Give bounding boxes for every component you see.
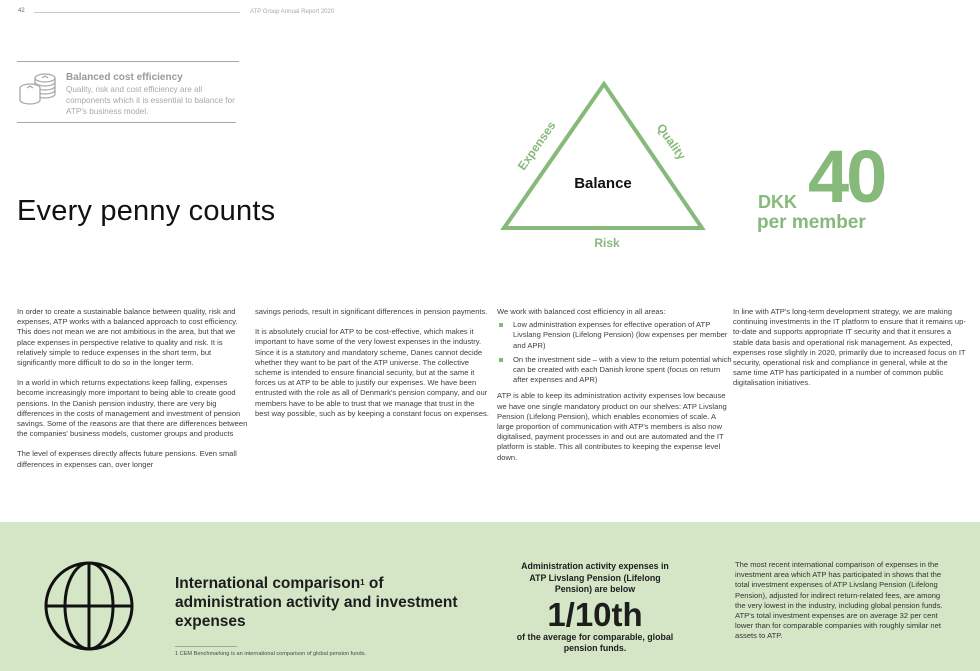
band-title-part1: International comparison (175, 575, 361, 592)
paragraph: In line with ATP's long-term development strategy, we are making continuing investments in the IT platform to ensure that it remains up-to-date and supports appropriate IT security and that it ensures a stable data basis and operational risk management. As expected, expenses rose slightly in 2020, primarily due to increased focus on IT security, operational risk and compliance in general, while at the same time ATP has participated in a number of common public digitalisation initiatives. (733, 307, 966, 388)
band-title (175, 574, 475, 631)
coins-icon (16, 72, 60, 108)
intro-top-divider (17, 61, 239, 62)
triangle-quality-label: Quality (653, 121, 689, 163)
key-figure-unit: per member (757, 212, 866, 233)
paragraph: The level of expenses directly affects future pensions. Even small differences in expenses can, over longer (17, 449, 237, 469)
globe-icon (43, 560, 135, 652)
body-column-2 (255, 307, 490, 429)
triangle-expenses-label: Expenses (514, 118, 559, 173)
intro-bottom-divider (17, 122, 236, 123)
key-figure-currency: DKK (758, 192, 797, 212)
header-divider (34, 12, 240, 13)
key-figure-value: 40 (808, 135, 885, 218)
paragraph: ATP is able to keep its administration activity expenses low because we have one single mandatory product on our shelves: ATP Livslang Pension (Lifelong Pension), which enables economies of scale. A large proportion of communication with ATP's members is also now digitalised, payment processes in and out are automated and the IT platform is stable. This all contributes to keeping the expense level down. (497, 391, 727, 462)
body-column-1 (17, 307, 252, 480)
triangle-risk-label: Risk (594, 236, 620, 250)
bullet-item (497, 355, 732, 386)
paragraph: In a world in which returns expectations keep falling, expenses become increasingly more important to being able to create good pensions. In the Danish pension industry, there are very big differences in the costs of management and investment of pension savings. Some of the reasons are that there are differences between the companies' business models, customer groups and products (17, 378, 248, 439)
intro-text: Quality, risk and cost efficiency are all components which it is essential to balance for ATP's business model. (66, 85, 235, 116)
stat-value: 1/10th (547, 595, 643, 633)
bullet-square-icon (499, 323, 503, 327)
bullet-square-icon (499, 358, 503, 362)
stat-callout (515, 561, 675, 655)
triangle-center-label: Balance (574, 175, 632, 192)
footnote: 1 CEM Benchmarking is an international comparison of global pension funds. (175, 651, 366, 657)
paragraph: savings periods, result in significant differences in pension payments. (255, 307, 488, 316)
bullet-text: Low administration expenses for effective operation of ATP Livslang Pension (Lifelong Pension) (low expenses per member and APR) (513, 320, 728, 350)
band-title-part2: of administration activity and investment expenses (175, 575, 458, 630)
bullet-item (497, 320, 732, 351)
bullet-list (497, 320, 732, 385)
intro-title: Balanced cost efficiency (66, 72, 183, 83)
balance-triangle-diagram (490, 78, 720, 253)
paragraph: It is absolutely crucial for ATP to be cost-effective, which makes it important to have some of the very lowest expenses in the industry. Since it is a statutory and mandatory scheme, Danes cannot decide whether they want to be part of the ATP universe. The collective scheme is intended to ensure financial security, but at the same it forces us at ATP to be able to justify our expenses. We have been entrusted with the role as all of Denmark's pension company, and our members have to be able to trust that we manage that trust in the best way possible, such as by keeping a constant focus on expenses. (255, 327, 489, 418)
bullet-text: On the investment side – with a view to the return potential which can be created with each Danish krone spent (focus on return after expenses and APR) (513, 354, 732, 385)
stat-tail: of the average for comparable, global pension funds. (516, 631, 674, 653)
page-headline: Every penny counts (17, 195, 276, 227)
report-title: ATP Group Annual Report 2020 (250, 9, 335, 15)
stat-lead: Administration activity expenses in ATP Livslang Pension (Lifelong Pension) are below (521, 561, 669, 594)
paragraph: In order to create a sustainable balance between quality, risk and expenses, ATP works with a balanced approach to cost efficiency. This does not mean we are not ambitious in the area, but that we place expenses in perspective relative to quality and risk. It is relatively simple to reduce expenses in the short term, but significantly more difficult to do so in the longer term. (17, 307, 238, 368)
footnote-divider (175, 646, 237, 647)
body-column-3 (497, 307, 732, 473)
paragraph: We work with balanced cost efficiency in all areas: (497, 307, 666, 316)
page-number: 42 (18, 8, 25, 14)
body-column-4 (733, 307, 968, 399)
footnote-marker: 1 (360, 578, 365, 587)
band-text: The most recent international comparison of expenses in the investment area which ATP has participated in shows that the total investment expenses of ATP Livslang Pension (Lifelong Pension), adjusted for indirect return-related fees, are among the very lowest in the industry, including global pension funds. ATP's total investment expenses are on average 32 per cent lower than for comparable companies with roughly similar net assets to ATP. (735, 560, 943, 641)
